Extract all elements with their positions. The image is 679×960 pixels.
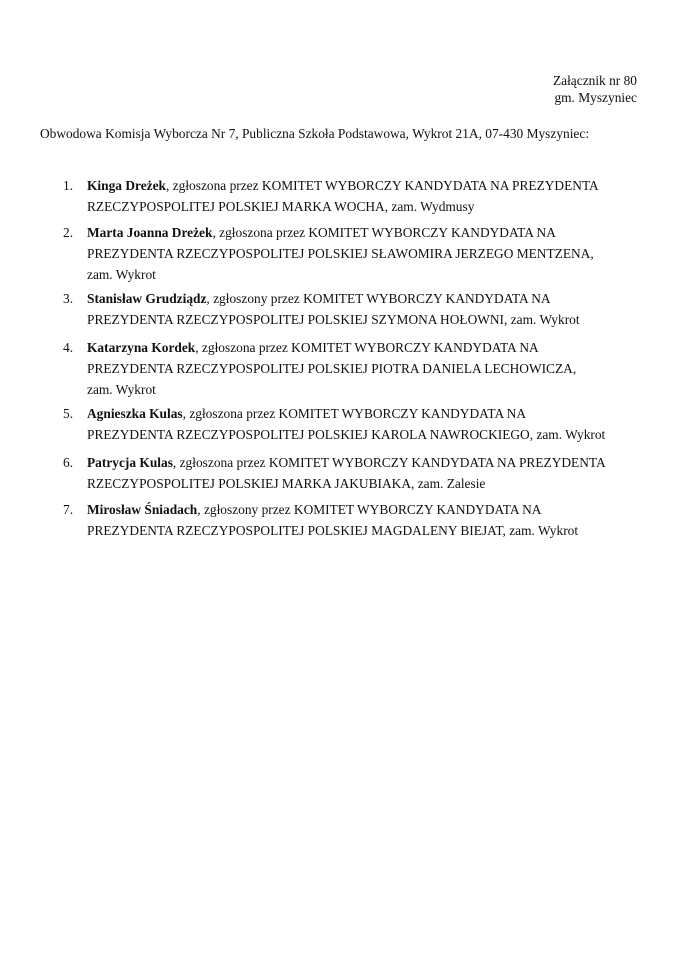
list-number: 7. — [63, 502, 74, 517]
member-line: PREZYDENTA RZECZYPOSPOLITEJ POLSKIEJ SZYMONA HOŁOWNI, zam. Wykrot — [87, 311, 580, 327]
list-number: 4. — [63, 340, 74, 355]
member-line: zam. Wykrot — [87, 381, 156, 397]
member-line: zam. Wykrot — [87, 266, 156, 282]
member-line: PREZYDENTA RZECZYPOSPOLITEJ POLSKIEJ PIOTRA DANIELA LECHOWICZA, — [87, 360, 577, 376]
list-number: 6. — [63, 455, 74, 470]
member-name: Kinga Dreżek — [87, 178, 166, 193]
member-name: Marta Joanna Dreżek — [87, 225, 213, 240]
list-number: 1. — [63, 178, 74, 193]
member-committee: , zgłoszona przez KOMITET WYBORCZY KANDYDATA NA — [182, 406, 527, 421]
member-committee: , zgłoszona przez KOMITET WYBORCZY KANDYDATA NA — [195, 340, 539, 355]
member-line: PREZYDENTA RZECZYPOSPOLITEJ POLSKIEJ KAROLA NAWROCKIEGO, zam. Wykrot — [87, 426, 606, 442]
member-line: PREZYDENTA RZECZYPOSPOLITEJ POLSKIEJ MAGDALENY BIEJAT, zam. Wykrot — [87, 522, 579, 538]
member-name: Mirosław Śniadach — [87, 502, 198, 517]
list-number: 3. — [63, 291, 74, 306]
member-committee: , zgłoszona przez KOMITET WYBORCZY KANDYDATA NA PREZYDENTA — [172, 455, 606, 470]
member-name: Stanisław Grudziądz — [87, 291, 207, 306]
member-name: Katarzyna Kordek — [87, 340, 196, 355]
member-committee: , zgłoszona przez KOMITET WYBORCZY KANDYDATA NA PREZYDENTA — [165, 178, 599, 193]
attachment-header — [553, 72, 637, 106]
member-committee: , zgłoszony przez KOMITET WYBORCZY KANDYDATA NA — [206, 291, 551, 306]
member-committee: , zgłoszona przez KOMITET WYBORCZY KANDYDATA NA — [212, 225, 556, 240]
member-name: Agnieszka Kulas — [87, 406, 183, 421]
commission-intro: Obwodowa Komisja Wyborcza Nr 7, Publiczna Szkoła Podstawowa, Wykrot 21A, 07-430 Myszyniec: — [40, 126, 590, 141]
attachment-number: Załącznik nr 80 — [552, 73, 637, 88]
municipality: gm. Myszyniec — [554, 90, 637, 105]
member-name: Patrycja Kulas — [87, 455, 173, 470]
member-line: PREZYDENTA RZECZYPOSPOLITEJ POLSKIEJ SŁAWOMIRA JERZEGO MENTZENA, — [87, 245, 594, 261]
list-number: 5. — [63, 406, 74, 421]
member-line: RZECZYPOSPOLITEJ POLSKIEJ MARKA WOCHA, zam. Wydmusy — [87, 198, 475, 214]
member-committee: , zgłoszony przez KOMITET WYBORCZY KANDYDATA NA — [197, 502, 542, 517]
member-line: RZECZYPOSPOLITEJ POLSKIEJ MARKA JAKUBIAKA, zam. Zalesie — [87, 475, 486, 491]
list-number: 2. — [63, 225, 74, 240]
